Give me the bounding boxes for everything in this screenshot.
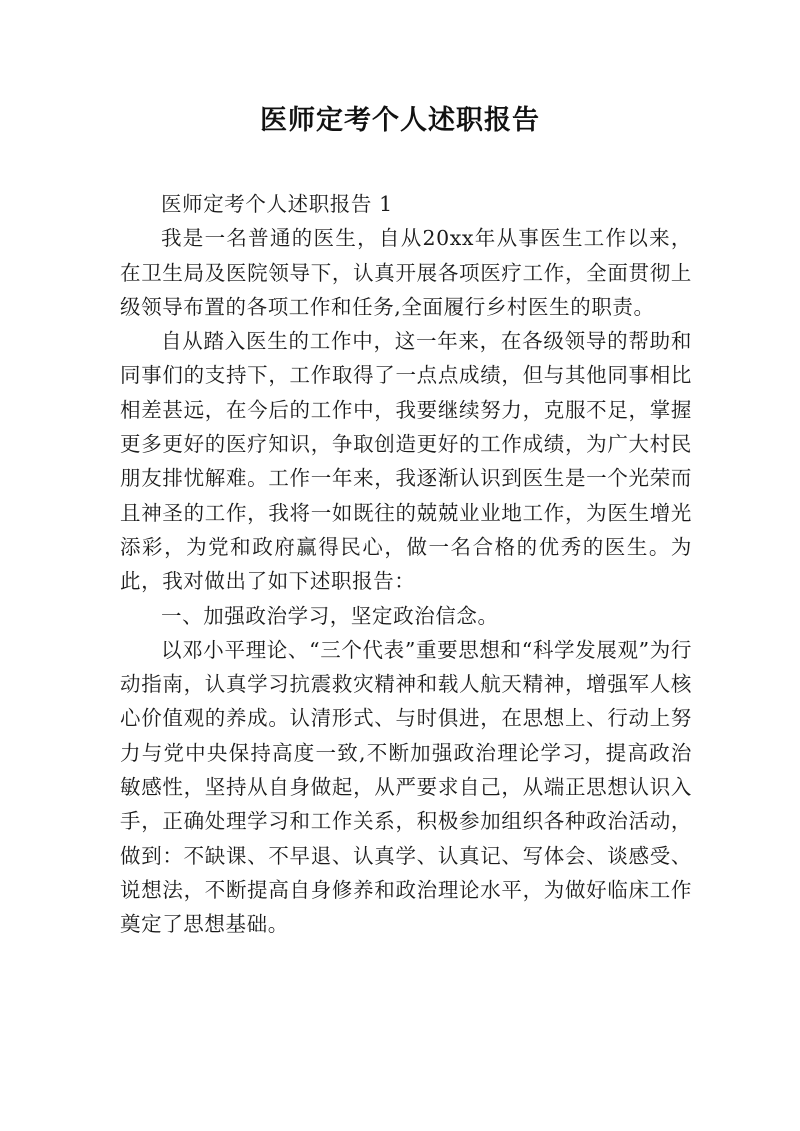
paragraph-politics: 以邓小平理论、“三个代表”重要思想和“科学发展观”为行动指南，认真学习抗震救灾精神和载人航天精神，增强军人核心价值观的养成。认清形式、与时俱进，在思想上、行动上努力与党中央保持高度一致,不断加强政治理论学习，提高政治敏感性，坚持从自身做起，从严要求自己，从端正思想认识入手，正确处理学习和工作关系，积极参加组织各种政治活动，做到：不缺课、不早退、认真学、认真记、写体会、谈感受、说想法，不断提高自身修养和政治理论水平，为做好临床工作奠定了思想基础。 [120,637,692,937]
paragraph-intro: 我是一名普通的医生，自从20xx年从事医生工作以来，在卫生局及医院领导下，认真开展各项医疗工作，全面贯彻上级领导布置的各项工作和任务,全面履行乡村医生的职责。 [120,226,692,319]
paragraph-experience: 自从踏入医生的工作中，这一年来，在各级领导的帮助和同事们的支持下，工作取得了一点点成绩，但与其他同事相比相差甚远，在今后的工作中，我要继续努力，克服不足，掌握更多更好的医疗知识，争取创造更好的工作成绩，为广大村民朋友排忧解难。工作一年来，我逐渐认识到医生是一个光荣而且神圣的工作，我将一如既往的兢兢业业地工作，为医生增光添彩，为党和政府赢得民心，做一名合格的优秀的医生。为此，我对做出了如下述职报告： [120,329,692,594]
document-title: 医师定考个人述职报告 [260,105,540,136]
section-heading: 医师定考个人述职报告 1 [161,192,393,216]
document-body [120,187,692,942]
section-heading-politics: 一、加强政治学习，坚定政治信念。 [161,603,499,628]
